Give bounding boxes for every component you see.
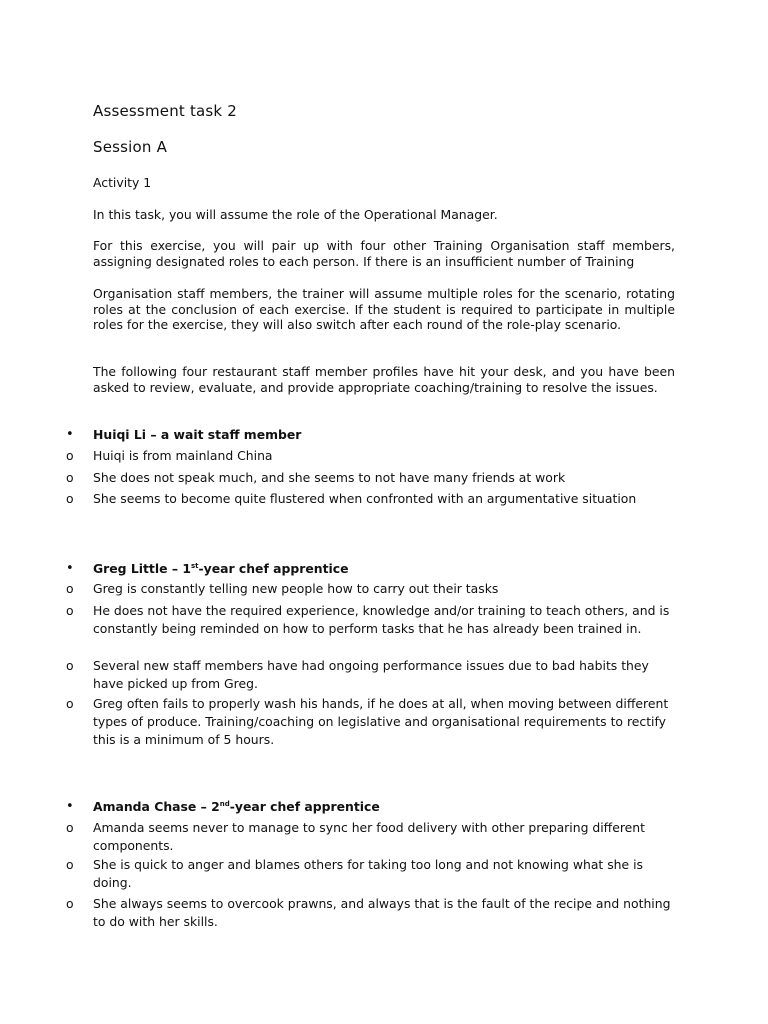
list-item-text: She seems to become quite flustered when confronted with an argumentative situation [93, 491, 637, 506]
sub-bullet-marker: o [66, 448, 74, 463]
list-item [66, 602, 686, 638]
list-item-text: She is quick to anger and blames others for taking too long and not knowing what she is doing. [93, 857, 643, 890]
assessment-title: Assessment task 2 [93, 102, 238, 120]
list-item [66, 447, 686, 465]
session-heading: Session A [93, 138, 168, 156]
ordinal-suffix: nd [219, 799, 230, 808]
list-item-text: Several new staff members have had ongoing performance issues due to bad habits they have picked up from Greg. [93, 658, 649, 691]
list-item-text: Greg often fails to properly wash his hands, if he does at all, when moving between different types of produce. Training/coaching on legislative and organisational requirements to rectify this is a minimum of 5 hours. [93, 696, 669, 747]
list-item [66, 856, 686, 892]
list-item [66, 469, 686, 487]
sub-bullet-marker: o [66, 658, 74, 673]
sub-bullet-marker: o [66, 491, 74, 506]
sub-bullet-marker: o [66, 896, 74, 911]
profile-heading-huiqi [66, 426, 686, 444]
list-item [66, 695, 686, 749]
heading-part: -year chef apprentice [198, 561, 349, 576]
list-item-text: Huiqi is from mainland China [93, 448, 273, 463]
list-item [66, 490, 686, 508]
profile-heading-text [93, 798, 678, 816]
intro-paragraph: In this task, you will assume the role of the Operational Manager. [93, 207, 498, 222]
profile-heading-amanda [66, 798, 686, 816]
heading-part: Amanda Chase – 2 [93, 799, 220, 814]
bullet-marker: • [66, 799, 74, 814]
list-item [66, 580, 686, 598]
sub-bullet-marker: o [66, 470, 74, 485]
activity-label: Activity 1 [93, 175, 152, 190]
paragraph-roles: Organisation staff members, the trainer will assume multiple roles for the scenario, rotating roles at the conclusion of each exercise. If the student is required to participate in multiple roles for the exercise, they will also switch after each round of the role-play scenario. [93, 286, 675, 332]
sub-bullet-marker: o [66, 696, 74, 711]
paragraph-pairing: For this exercise, you will pair up with four other Training Organisation staff members, assigning designated roles to each person. If there is an insufficient number of Training [93, 238, 675, 269]
profile-heading-text: Huiqi Li – a wait staff member [93, 427, 302, 442]
sub-bullet-marker: o [66, 820, 74, 835]
sub-bullet-marker: o [66, 581, 74, 596]
ordinal-suffix: st [190, 561, 199, 570]
list-item [66, 819, 686, 855]
list-item [66, 895, 686, 931]
list-item-text: He does not have the required experience, knowledge and/or training to teach others, and is constantly being reminded on how to perform tasks that he has already been trained in. [93, 603, 670, 636]
profile-heading-greg [66, 560, 686, 578]
profile-heading-text [93, 560, 678, 578]
paragraph-profiles: The following four restaurant staff member profiles have hit your desk, and you have been asked to review, evaluate, and provide appropriate coaching/training to resolve the issues. [93, 364, 675, 395]
heading-part: -year chef apprentice [229, 799, 380, 814]
heading-part: Greg Little – 1 [93, 561, 191, 576]
list-item-text: She always seems to overcook prawns, and always that is the fault of the recipe and nothing to do with her skills. [93, 896, 671, 929]
list-item-text: She does not speak much, and she seems to not have many friends at work [93, 470, 566, 485]
list-item-text: Amanda seems never to manage to sync her food delivery with other preparing different components. [93, 820, 645, 853]
bullet-marker: • [66, 561, 74, 576]
list-item-text: Greg is constantly telling new people how to carry out their tasks [93, 581, 499, 596]
sub-bullet-marker: o [66, 603, 74, 618]
sub-bullet-marker: o [66, 857, 74, 872]
bullet-marker: • [66, 427, 74, 442]
list-item [66, 657, 686, 693]
